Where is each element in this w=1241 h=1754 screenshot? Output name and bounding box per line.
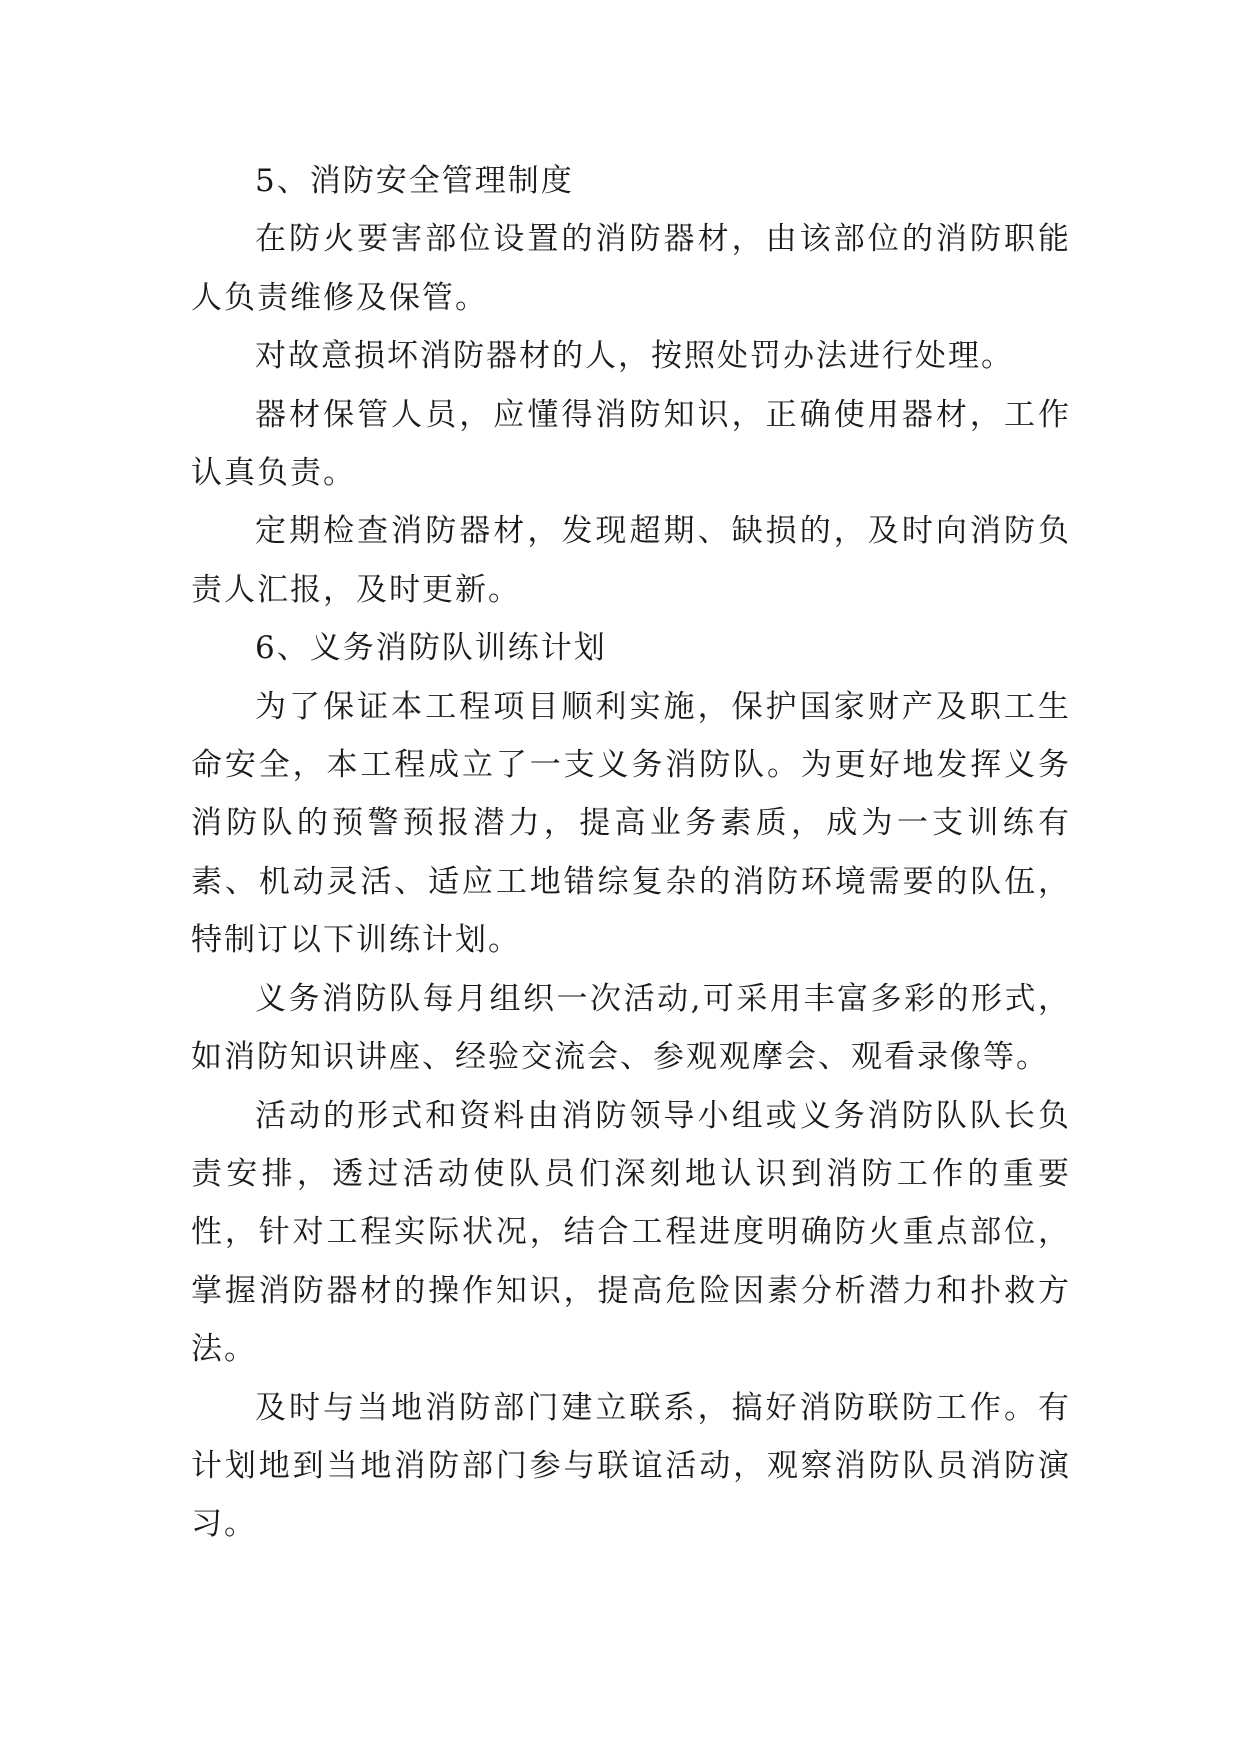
paragraph: 义务消防队每月组织一次活动,可采用丰富多彩的形式，如消防知识讲座、经验交流会、参观观摩会、观看录像等。 xyxy=(191,980,1071,1076)
section-heading-6: 6、义务消防队训练计划 xyxy=(255,630,607,667)
section-heading-5: 5、消防安全管理制度 xyxy=(255,163,574,199)
paragraph: 器材保管人员，应懂得消防知识，正确使用器材，工作认真负责。 xyxy=(191,396,1071,492)
paragraph: 定期检查消防器材，发现超期、缺损的，及时向消防负责人汇报，及时更新。 xyxy=(191,513,1071,608)
paragraph: 及时与当地消防部门建立联系，搞好消防联防工作。有计划地到当地消防部门参与联谊活动，观察消防队员消防演习。 xyxy=(191,1389,1071,1543)
paragraph: 对故意损坏消防器材的人，按照处罚办法进行处理。 xyxy=(255,338,1014,375)
paragraph: 在防火要害部位设置的消防器材，由该部位的消防职能人负责维修及保管。 xyxy=(191,221,1071,316)
paragraph: 活动的形式和资料由消防领导小组或义务消防队队长负责安排，透过活动使队员们深刻地认识到消防工作的重要性，针对工程实际状况，结合工程进度明确防火重点部位，掌握消防器材的操作知识，提高危险因素分析潜力和扑救方法。 xyxy=(191,1097,1071,1368)
document-body xyxy=(191,152,1071,1554)
paragraph: 为了保证本工程项目顺利实施，保护国家财产及职工生命安全，本工程成立了一支义务消防队。为更好地发挥义务消防队的预警预报潜力，提高业务素质，成为一支训练有素、机动灵活、适应工地错综复杂的消防环境需要的队伍，特制订以下训练计划。 xyxy=(191,688,1071,959)
